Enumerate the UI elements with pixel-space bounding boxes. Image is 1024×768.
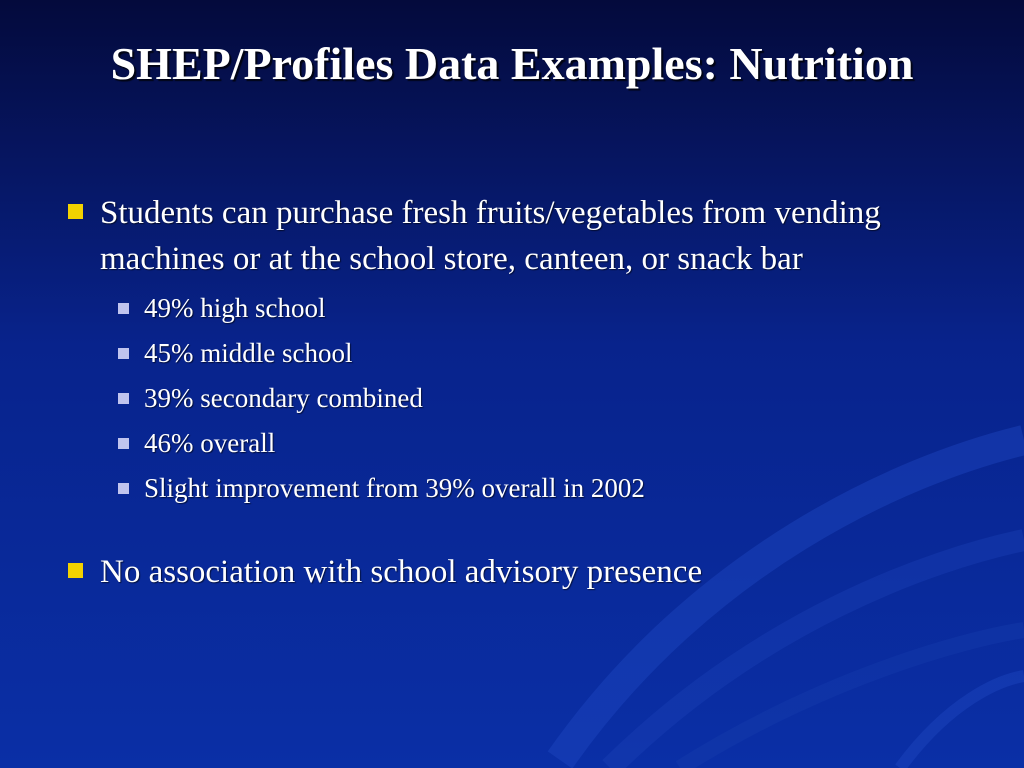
sub-bullet-item-high-school xyxy=(116,286,964,331)
square-bullet-icon xyxy=(118,438,129,449)
sub-bullet-text: Slight improvement from 39% overall in 2002 xyxy=(144,473,645,503)
square-bullet-icon xyxy=(118,393,129,404)
square-bullet-icon xyxy=(118,303,129,314)
slide-title: SHEP/Profiles Data Examples: Nutrition xyxy=(110,38,914,89)
square-bullet-icon xyxy=(68,204,83,219)
sub-bullet-item-improvement xyxy=(116,466,964,511)
bullet-item-vending xyxy=(64,190,964,282)
square-bullet-icon xyxy=(118,483,129,494)
bullet-text: No association with school advisory presence xyxy=(100,554,703,590)
sub-bullet-text: 46% overall xyxy=(144,428,276,458)
sub-bullet-item-overall xyxy=(116,421,964,466)
sub-bullet-item-secondary-combined xyxy=(116,376,964,421)
sub-bullet-list xyxy=(116,286,964,511)
bullet-item-advisory xyxy=(64,549,964,595)
bullet-text: Students can purchase fresh fruits/vegetables from vending machines or at the school store, canteen, or snack bar xyxy=(100,195,881,277)
sub-bullet-text: 39% secondary combined xyxy=(144,383,423,413)
sub-bullet-item-middle-school xyxy=(116,331,964,376)
square-bullet-icon xyxy=(118,348,129,359)
square-bullet-icon xyxy=(68,563,83,578)
sub-bullet-text: 45% middle school xyxy=(144,338,353,368)
sub-bullet-text: 49% high school xyxy=(144,293,326,323)
slide-content xyxy=(64,190,964,595)
